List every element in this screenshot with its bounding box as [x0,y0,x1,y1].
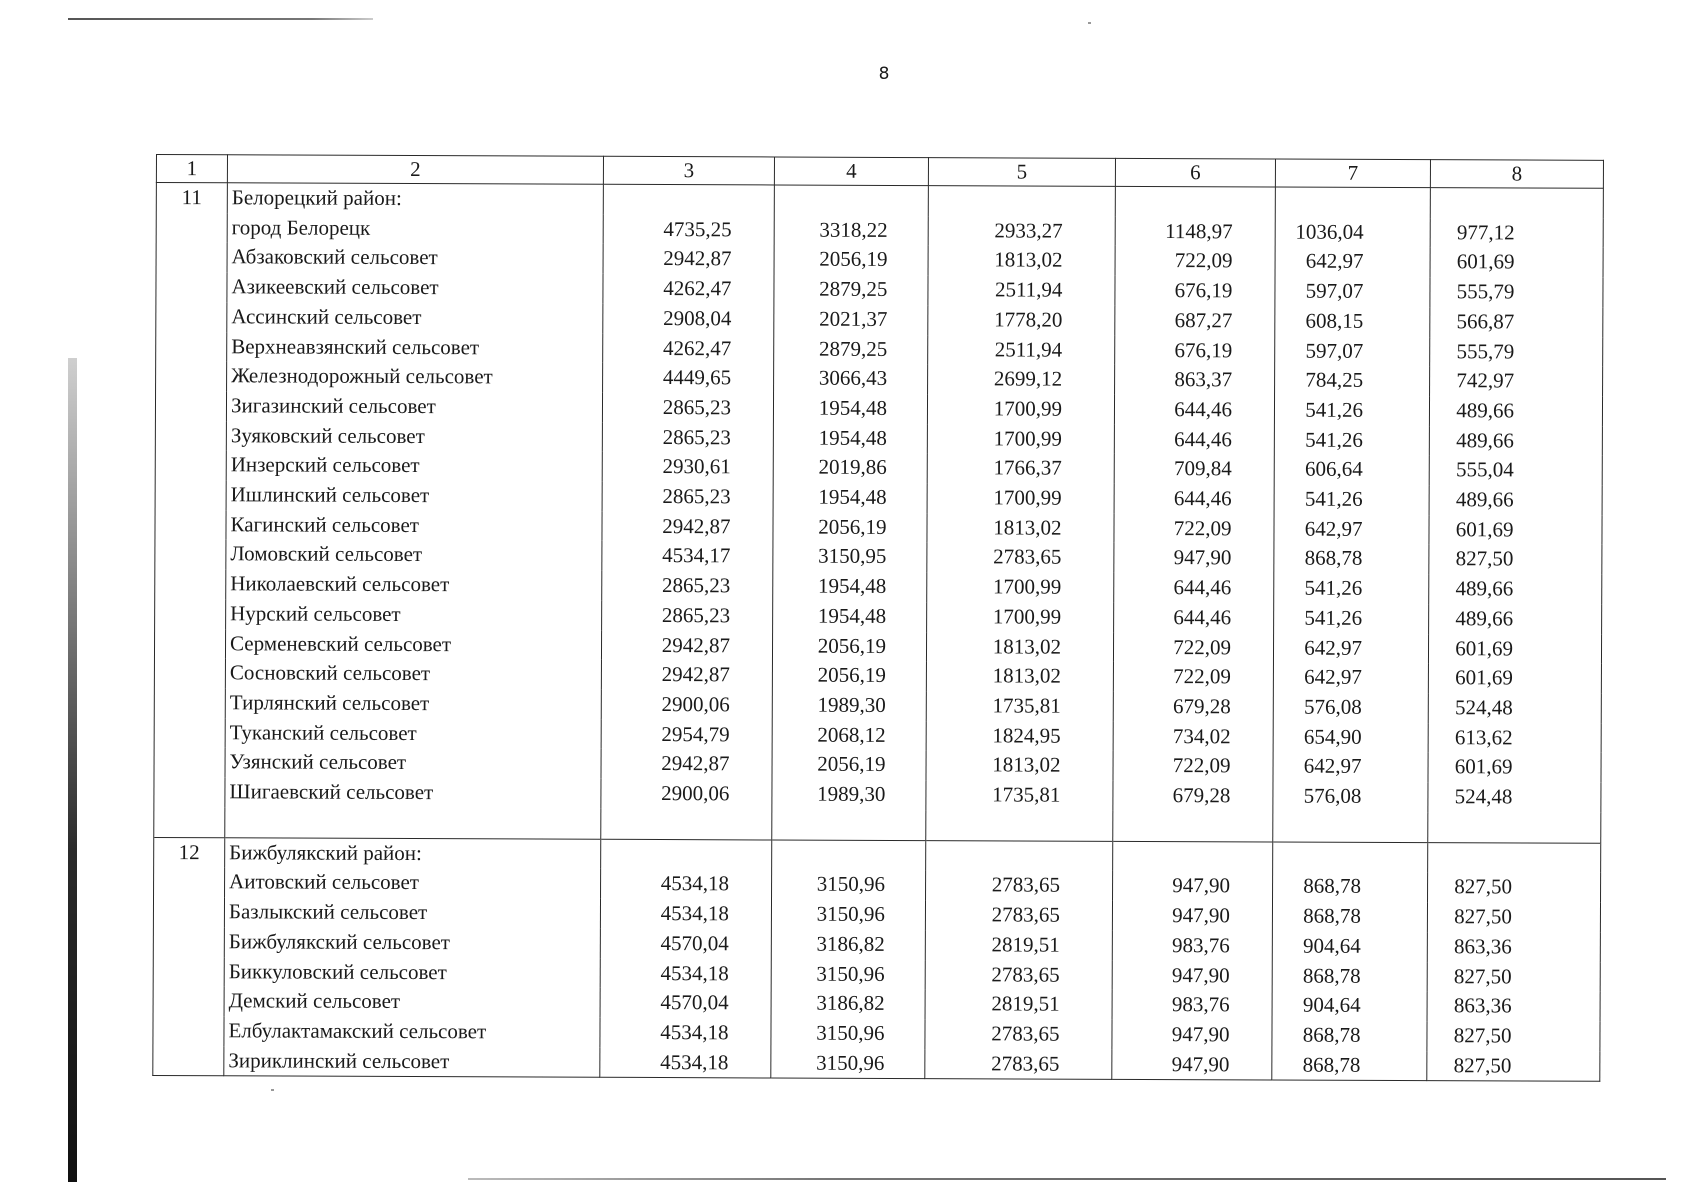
settlement-name: Узянский сельсовет [225,748,601,779]
empty-number-cell [156,332,227,362]
empty-cell [928,186,1115,217]
value-cell-col-7: 541,26 [1274,603,1429,633]
value-cell-col-3: 2865,23 [602,393,773,423]
empty-cell [1115,186,1275,217]
value-cell-col-4: 2021,37 [774,304,928,334]
district-title: Белорецкий район: [227,183,603,215]
value-cell-col-8: 601,69 [1428,752,1601,782]
value-cell-col-3: 2865,23 [602,571,773,601]
value-cell-col-6: 722,09 [1113,751,1273,781]
value-cell-col-6: 722,09 [1115,246,1275,276]
value-cell-col-5: 2933,27 [928,216,1115,246]
settlement-name: Азикеевский сельсовет [227,272,603,303]
value-cell-col-8: 489,66 [1429,574,1602,604]
settlement-name: Инзерский сельсовет [226,451,602,482]
value-cell-col-4: 1954,48 [773,483,927,513]
value-cell-col-6: 676,19 [1115,335,1275,365]
settlement-name: Биккуловский сельсовет [224,957,600,988]
value-cell-col-7: 868,78 [1272,1020,1427,1050]
value-cell-col-8: 827,50 [1427,1021,1600,1051]
value-cell-col-8: 863,36 [1427,932,1600,962]
district-title: Бижбулякский район: [225,838,601,870]
empty-cell [926,840,1113,871]
empty-cell [774,185,928,216]
value-cell-col-4: 2879,25 [774,275,928,305]
value-cell-col-4: 2056,19 [772,661,926,691]
scan-edge-line-bottom [468,1178,1666,1180]
value-cell-col-3: 2930,61 [602,452,773,482]
value-cell-col-6: 687,27 [1115,306,1275,336]
value-cell-col-4: 3318,22 [774,215,928,245]
value-cell-col-3: 2900,06 [601,779,772,809]
value-cell-col-7: 868,78 [1272,1050,1427,1081]
value-cell-col-4: 3150,95 [773,542,927,572]
value-cell-col-6: 722,09 [1113,662,1273,692]
settlement-name: Туканский сельсовет [225,718,601,749]
value-cell-col-8: 742,97 [1430,366,1603,396]
empty-number-cell [156,272,227,302]
spacer-cell [225,807,601,839]
value-cell-col-8: 555,79 [1430,277,1603,307]
empty-number-cell [154,688,225,718]
value-cell-col-5: 1700,99 [927,394,1114,424]
spacer-cell [1113,811,1273,842]
empty-number-cell [154,777,225,807]
value-cell-col-8: 489,66 [1429,396,1602,426]
value-cell-col-5: 1778,20 [928,305,1115,335]
settlement-name: Шигаевский сельсовет [225,777,601,808]
value-cell-col-8: 489,66 [1429,485,1602,515]
empty-number-cell [155,510,226,540]
value-cell-col-6: 709,84 [1114,454,1274,484]
value-cell-col-5: 1700,99 [927,602,1114,632]
value-cell-col-6: 722,09 [1113,632,1273,662]
value-cell-col-3: 2942,87 [601,660,772,690]
settlement-name: Зуяковский сельсовет [226,421,602,452]
value-cell-col-6: 644,46 [1114,603,1274,633]
spacer-cell [926,810,1113,841]
value-cell-col-3: 4534,18 [600,1018,771,1048]
column-header-3: 3 [603,156,774,185]
settlement-name: Елбулактамакский сельсовет [224,1016,600,1047]
empty-number-cell [156,361,227,391]
value-cell-col-8: 827,50 [1429,545,1602,575]
settlement-name: Серменевский сельсовет [225,629,601,660]
spacer-cell [1273,811,1428,842]
value-cell-col-5: 1766,37 [927,453,1114,483]
value-cell-col-3: 4570,04 [600,929,771,959]
value-cell-col-5: 2783,65 [925,900,1112,930]
empty-cell [1275,187,1430,218]
value-cell-col-8: 524,48 [1428,693,1601,723]
value-cell-col-4: 1989,30 [772,780,926,810]
value-cell-col-6: 947,90 [1112,960,1272,990]
column-header-5: 5 [928,158,1115,187]
value-cell-col-5: 2819,51 [925,930,1112,960]
value-cell-col-8: 827,50 [1428,873,1601,903]
settlement-name: Абзаковский сельсовет [227,243,603,274]
value-cell-col-7: 597,07 [1275,277,1430,307]
settlement-name: Зигазинский сельсовет [226,391,602,422]
empty-number-cell [155,421,226,451]
value-cell-col-4: 2056,19 [772,631,926,661]
settlement-name: Бижбулякский сельсовет [224,927,600,958]
spacer-cell [1428,812,1601,843]
empty-cell [1428,842,1601,873]
value-cell-col-3: 4534,18 [601,869,772,899]
value-cell-col-5: 1813,02 [928,246,1115,276]
value-cell-col-7: 904,64 [1272,931,1427,961]
spacer-cell [601,809,772,840]
value-cell-col-6: 1148,97 [1115,217,1275,247]
value-cell-col-5: 2783,65 [927,543,1114,573]
value-cell-col-3: 2865,23 [602,482,773,512]
value-cell-col-3: 4262,47 [603,333,774,363]
page-number: 8 [878,64,890,84]
scan-edge-bar-left [68,358,77,1182]
value-cell-col-4: 3186,82 [771,989,925,1019]
value-cell-col-6: 676,19 [1115,276,1275,306]
empty-number-cell [154,747,225,777]
column-header-8: 8 [1430,160,1603,189]
value-cell-col-3: 4570,04 [600,988,771,1018]
value-cell-col-7: 541,26 [1274,574,1429,604]
value-cell-col-6: 947,90 [1112,901,1272,931]
value-cell-col-7: 784,25 [1275,366,1430,396]
tariff-table [152,154,1604,1082]
value-cell-col-6: 983,76 [1112,931,1272,961]
value-cell-col-4: 3186,82 [771,929,925,959]
empty-number-cell [154,718,225,748]
value-cell-col-4: 1954,48 [773,601,927,631]
table-row [153,1046,1600,1082]
empty-number-cell [153,1016,224,1046]
value-cell-col-7: 541,26 [1274,485,1429,515]
value-cell-col-7: 608,15 [1275,306,1430,336]
value-cell-col-8: 601,69 [1430,248,1603,278]
value-cell-col-4: 2056,19 [774,245,928,275]
value-cell-col-6: 947,90 [1112,1050,1272,1081]
settlement-name: Ломовский сельсовет [226,540,602,571]
empty-number-cell [155,450,226,480]
value-cell-col-7: 868,78 [1272,961,1427,991]
value-cell-col-3: 2865,23 [602,601,773,631]
value-cell-col-5: 2819,51 [925,989,1112,1019]
value-cell-col-5: 2783,65 [925,960,1112,990]
value-cell-col-4: 1954,48 [773,423,927,453]
value-cell-col-5: 1813,02 [926,632,1113,662]
settlement-name: Зириклинский сельсовет [224,1046,600,1078]
value-cell-col-8: 601,69 [1428,634,1601,664]
scan-speck [271,1089,274,1091]
value-cell-col-8: 489,66 [1429,604,1602,634]
group-number: 11 [156,183,227,213]
value-cell-col-4: 2879,25 [774,334,928,364]
value-cell-col-5: 1824,95 [926,721,1113,751]
value-cell-col-5: 1813,02 [926,750,1113,780]
settlement-name: Ассинский сельсовет [227,302,603,333]
value-cell-col-4: 3150,96 [771,900,925,930]
value-cell-col-5: 1735,81 [926,780,1113,810]
value-cell-col-3: 4534,18 [600,958,771,988]
empty-cell [1273,842,1428,873]
value-cell-col-7: 642,97 [1273,663,1428,693]
value-cell-col-7: 606,64 [1274,455,1429,485]
value-cell-col-5: 1813,02 [926,661,1113,691]
value-cell-col-4: 1989,30 [772,690,926,720]
column-header-7: 7 [1275,159,1430,188]
value-cell-col-4: 3150,96 [771,959,925,989]
value-cell-col-3: 4449,65 [603,363,774,393]
value-cell-col-3: 2942,87 [603,244,774,274]
empty-number-cell [153,897,224,927]
table-row [154,777,1601,813]
value-cell-col-3: 4735,25 [603,214,774,244]
table-body [153,183,1604,1082]
empty-number-cell [154,629,225,659]
value-cell-col-5: 2783,65 [926,871,1113,901]
empty-number-cell [154,867,225,897]
settlement-name: Демский сельсовет [224,987,600,1018]
spacer-cell [772,809,926,840]
value-cell-col-7: 576,08 [1273,782,1428,812]
value-cell-col-6: 679,28 [1113,692,1273,722]
empty-number-cell [156,302,227,332]
value-cell-col-7: 1036,04 [1275,217,1430,247]
value-cell-col-4: 1954,48 [773,572,927,602]
group-number: 12 [154,837,225,867]
value-cell-col-8: 977,12 [1430,218,1603,248]
settlement-name: город Белорецк [227,213,603,244]
value-cell-col-3: 2954,79 [601,719,772,749]
empty-cell [603,184,774,215]
value-cell-col-8: 863,36 [1427,991,1600,1021]
empty-number-cell [155,539,226,569]
scan-speck [1088,22,1091,24]
value-cell-col-7: 642,97 [1275,247,1430,277]
value-cell-col-6: 722,09 [1114,514,1274,544]
value-cell-col-5: 2511,94 [928,275,1115,305]
value-cell-col-6: 644,46 [1114,484,1274,514]
empty-cell [772,840,926,871]
value-cell-col-4: 3066,43 [774,364,928,394]
empty-number-cell [153,1046,224,1076]
value-cell-col-5: 1735,81 [926,691,1113,721]
value-cell-col-5: 1700,99 [927,483,1114,513]
settlement-name: Кагинский сельсовет [226,510,602,541]
value-cell-col-7: 541,26 [1274,395,1429,425]
column-header-2: 2 [227,155,603,185]
value-cell-col-7: 642,97 [1273,752,1428,782]
settlement-name: Аитовский сельсовет [225,868,601,899]
value-cell-col-7: 868,78 [1272,902,1427,932]
value-cell-col-3: 2908,04 [603,304,774,334]
value-cell-col-7: 654,90 [1273,722,1428,752]
value-cell-col-5: 2699,12 [928,364,1115,394]
value-cell-col-7: 868,78 [1274,544,1429,574]
value-cell-col-6: 863,37 [1115,365,1275,395]
value-cell-col-4: 1954,48 [773,393,927,423]
empty-number-cell [156,242,227,272]
value-cell-col-6: 734,02 [1113,722,1273,752]
value-cell-col-3: 2942,87 [601,749,772,779]
column-header-6: 6 [1115,158,1275,187]
value-cell-col-8: 566,87 [1430,307,1603,337]
settlement-name: Базлыкский сельсовет [224,897,600,928]
value-cell-col-8: 524,48 [1428,782,1601,812]
empty-number-cell [153,986,224,1016]
empty-number-cell [155,480,226,510]
value-cell-col-3: 4262,47 [603,274,774,304]
value-cell-col-5: 1813,02 [927,513,1114,543]
value-cell-col-5: 1700,99 [927,424,1114,454]
empty-number-cell [155,599,226,629]
value-cell-col-8: 827,50 [1427,902,1600,932]
group-title-row [156,183,1603,219]
value-cell-col-5: 2511,94 [928,335,1115,365]
settlement-name: Тирлянский сельсовет [225,688,601,719]
value-cell-col-4: 2019,86 [773,453,927,483]
value-cell-col-3: 4534,17 [602,541,773,571]
scan-edge-line-top [68,18,373,20]
empty-cell [1113,841,1273,872]
value-cell-col-8: 827,50 [1427,1051,1600,1082]
value-cell-col-6: 947,90 [1114,543,1274,573]
value-cell-col-8: 555,04 [1429,455,1602,485]
value-cell-col-6: 679,28 [1113,781,1273,811]
value-cell-col-8: 827,50 [1427,962,1600,992]
value-cell-col-7: 868,78 [1273,872,1428,902]
value-cell-col-6: 644,46 [1114,573,1274,603]
empty-number-cell [154,658,225,688]
value-cell-col-3: 2942,87 [601,630,772,660]
settlement-name: Сосновский сельсовет [225,659,601,690]
value-cell-col-4: 2068,12 [772,720,926,750]
value-cell-col-7: 541,26 [1274,425,1429,455]
settlement-name: Николаевский сельсовет [226,569,602,600]
value-cell-col-7: 904,64 [1272,991,1427,1021]
empty-number-cell [153,927,224,957]
value-cell-col-4: 2056,19 [773,512,927,542]
value-cell-col-7: 597,07 [1275,336,1430,366]
value-cell-col-3: 2900,06 [601,690,772,720]
settlement-name: Железнодорожный сельсовет [227,362,603,393]
value-cell-col-3: 4534,18 [600,1047,771,1078]
settlement-name: Нурский сельсовет [226,599,602,630]
value-cell-col-6: 947,90 [1112,1020,1272,1050]
empty-cell [1430,188,1603,219]
empty-number-cell [153,957,224,987]
value-cell-col-6: 983,76 [1112,990,1272,1020]
value-cell-col-6: 644,46 [1114,395,1274,425]
empty-number-cell [156,213,227,243]
value-cell-col-8: 613,62 [1428,723,1601,753]
value-cell-col-5: 2783,65 [925,1019,1112,1049]
spacer-cell [154,807,225,838]
column-header-1: 1 [156,155,227,183]
value-cell-col-5: 2783,65 [925,1049,1112,1080]
settlement-name: Ишлинский сельсовет [226,480,602,511]
value-cell-col-7: 642,97 [1274,514,1429,544]
empty-number-cell [155,569,226,599]
settlement-name: Верхнеавзянский сельсовет [227,332,603,363]
value-cell-col-8: 489,66 [1429,426,1602,456]
value-cell-col-3: 2865,23 [602,422,773,452]
empty-cell [601,839,772,870]
value-cell-col-6: 644,46 [1114,424,1274,454]
value-cell-col-4: 3150,96 [772,870,926,900]
value-cell-col-5: 1700,99 [927,572,1114,602]
value-cell-col-4: 3150,96 [771,1048,925,1079]
value-cell-col-7: 576,08 [1273,692,1428,722]
column-header-4: 4 [774,157,928,186]
value-cell-col-8: 601,69 [1428,663,1601,693]
value-cell-col-6: 947,90 [1113,871,1273,901]
value-cell-col-3: 2942,87 [602,512,773,542]
empty-number-cell [155,391,226,421]
value-cell-col-7: 642,97 [1273,633,1428,663]
value-cell-col-8: 601,69 [1429,515,1602,545]
value-cell-col-4: 3150,96 [771,1018,925,1048]
value-cell-col-8: 555,79 [1430,337,1603,367]
value-cell-col-3: 4534,18 [600,899,771,929]
value-cell-col-4: 2056,19 [772,750,926,780]
